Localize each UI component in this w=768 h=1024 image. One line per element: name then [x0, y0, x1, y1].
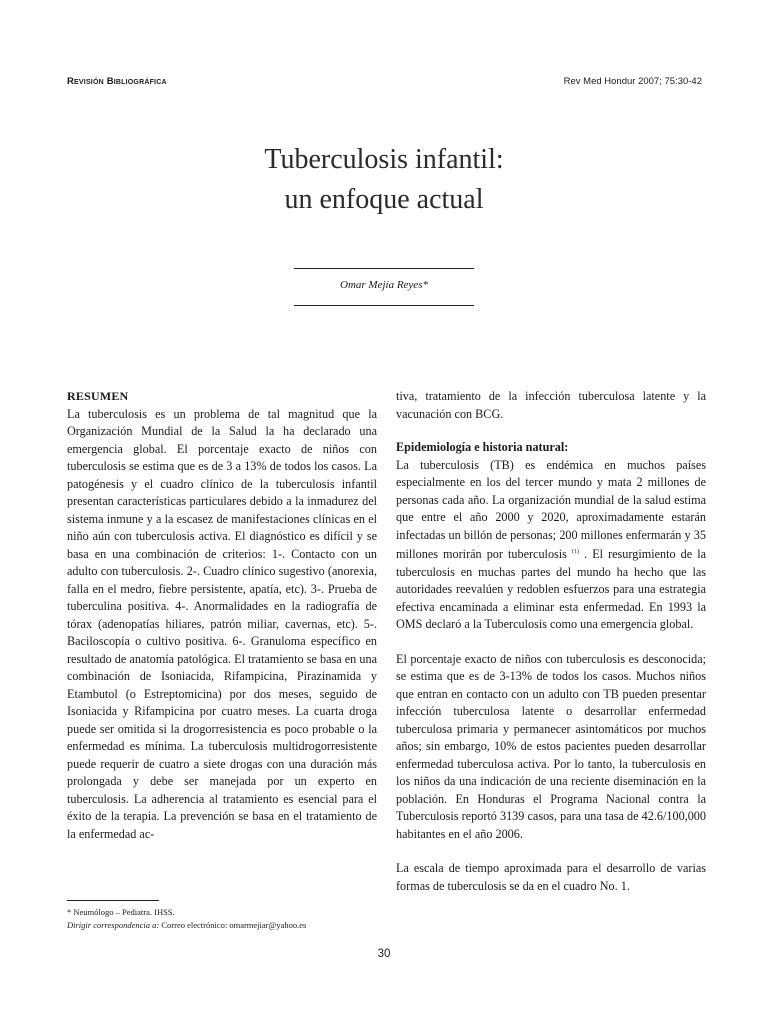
title-rule-top	[294, 268, 474, 269]
section-label: Revisión Bibliográfica	[67, 76, 167, 87]
right-column	[396, 388, 706, 895]
abstract-continuation: tiva, tratamiento de la infección tuberculosa latente y la vacunación con BCG.	[396, 389, 706, 421]
left-column	[67, 388, 377, 843]
title-rule-bottom	[294, 305, 474, 306]
journal-citation: Rev Med Hondur 2007; 75:30-42	[563, 76, 702, 87]
paragraph-1-text-a: La tuberculosis (TB) es endémica en muchos países especialmente en los del tercer mundo y mata 2 millones de personas cada año. La organización mundial de la salud estima que entre el año 2000 y 2020, aproximadamente estarán infectadas un billón de personas; 200 millones enfermarán y 35 millones morirán por tuberculosis	[396, 457, 706, 561]
paragraph-3: La escala de tiempo aproximada para el desarrollo de varias formas de tuberculosis se da en el cuadro No. 1.	[396, 861, 706, 893]
paragraph-2: El porcentaje exacto de niños con tuberculosis es desconocida; se estima que es de 3-13% de todos los casos. Muchos niños que entran en contacto con un adulto con TB pueden presentar infección tuberculosa latente o desarrollar enfermedad tuberculosa primaria y permanecer asintomáticos por muchos años; sin embargo, 10% de estos pacientes pueden desarrollar enfermedad tuberculosa activa. Por lo tanto, la tuberculosis en los niños da una indicación de una reciente diseminación en la población. En Honduras el Programa Nacional contra la Tuberculosis reportó 3139 casos, para una tasa de 42.6/100,000 habitantes en el año 2006.	[396, 651, 706, 841]
footnote-affiliation: * Neumólogo – Pediatra. IHSS.	[67, 907, 175, 917]
title-line-1: Tuberculosis infantil:	[264, 144, 504, 175]
section-heading-epidemiology: Epidemiología e historia natural:	[396, 440, 569, 454]
footnotes	[67, 906, 306, 932]
abstract-heading: RESUMEN	[67, 389, 129, 403]
reference-marker: (1)	[572, 549, 579, 555]
footnote-correspondence	[67, 919, 306, 932]
paragraph-1-text-b: . El resurgimiento de la tuberculosis en muchas partes del mundo ha hecho que las autoridades reevalúen y redoblen esfuerzos para una estrategia efectiva encaminada a eliminar esta enfermedad. En 1993 la OMS declaró a la Tuberculosis como una emergencia global.	[396, 547, 707, 631]
author-name: Omar Mejía Reyes*	[340, 279, 428, 291]
paragraph-1	[396, 457, 706, 634]
footnote-rule	[67, 900, 159, 901]
article-title	[0, 140, 768, 220]
correspondence-label: Dirigir correspondencia a:	[67, 920, 160, 930]
correspondence-email: Correo electrónico: omarmejiar@yahoo.es	[159, 920, 307, 930]
running-header	[67, 76, 702, 92]
title-line-2: un enfoque actual	[284, 184, 484, 215]
page-number: 30	[377, 948, 391, 960]
abstract-text: La tuberculosis es un problema de tal magnitud que la Organización Mundial de la Salud la ha declarado una emergencia global. El porcentaje exacto de niños con tuberculosis se estima que es de 3 a 13% de todos los casos. La patogénesis y el cuadro clínico de la tuberculosis infantil presentan características particulares debido a la inmadurez del sistema inmune y a la escasez de manifestaciones clínicas en el niño aún con tuberculosis activa. El diagnóstico es difícil y se basa en una combinación de criterios: 1-. Contacto con un adulto con tuberculosis. 2-. Cuadro clínico sugestivo (anorexia, falla en el medro, fiebre persistente, apatía, etc). 3-. Prueba de tuberculina positiva. 4-. Anormalidades en la radiografía de tórax (adenopatías hiliares, patrón miliar, cavernas, etc). 5-. Baciloscopía o cultivo positiva. 6-. Granuloma específico en resultado de anatomía patológica. El tratamiento se basa en una combinación de Isoniacida, Rifampicina, Pirazinamida y Etambutol (o Estreptomicina) por dos meses, seguido de Isoniacida y Rifampicina por cuatro meses. La cuarta droga puede ser omitida si la drogorresistencia es poco probable o la enfermedad es mínima. La tuberculosis multidrogorresistente puede requerir de cuatro a siete drogas con una duración más prolongada y debe ser manejada por un experto en tuberculosis. La adherencia al tratamiento es esencial para el éxito de la terapia. La prevención se basa en el tratamiento de la enfermedad ac-	[67, 406, 377, 841]
